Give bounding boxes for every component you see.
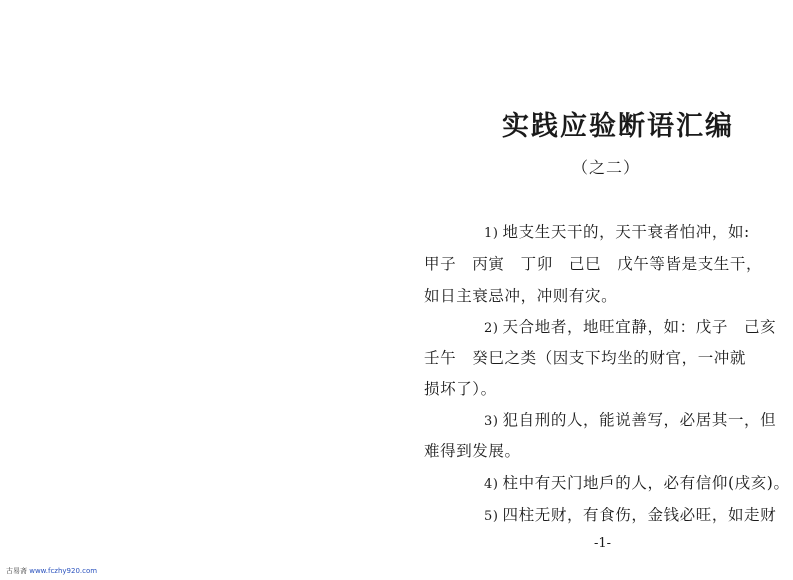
paragraph-4-line-1: 4) 柱中有天门地戶的人，必有信仰(戌亥)。 [484,474,790,492]
watermark [6,566,97,576]
paragraph-5-number: 5) [484,509,499,524]
paragraph-1-line-3: 如日主衰忌冲，冲则有灾。 [424,287,618,305]
watermark-site: 古易斋 [6,567,27,575]
paragraph-2-line-2: 壬午 癸巳之类（因支下均坐的财官，一冲就 [424,349,747,367]
page-number: -1- [594,536,612,551]
paragraph-2-number: 2) [484,321,499,336]
paragraph-2-line-1: 2) 天合地者，地旺宜静，如：戊子 己亥 [484,318,777,336]
watermark-url[interactable]: www.fczhy920.com [29,567,98,575]
paragraph-4-number: 4) [484,477,499,492]
paragraph-1-line-1: 1) 地支生天干的，天干衰者怕冲，如: [484,223,750,241]
paragraph-1-number: 1) [484,226,499,241]
document-title: 实践应验断语汇编 [502,111,734,142]
paragraph-3-number: 3) [484,414,499,429]
paragraph-3-line-1: 3) 犯自刑的人，能说善写，必居其一，但 [484,411,777,429]
paragraph-3-line-2: 难得到发展。 [424,442,521,460]
paragraph-5-line-1: 5) 四柱无财，有食伤，金钱必旺，如走财 [484,506,777,524]
paragraph-1-line-2: 甲子 丙寅 丁卯 己巳 戊午等皆是支生干， [424,255,763,273]
document-subtitle: （之二） [572,158,641,177]
paragraph-2-line-3: 损坏了）。 [424,380,497,398]
